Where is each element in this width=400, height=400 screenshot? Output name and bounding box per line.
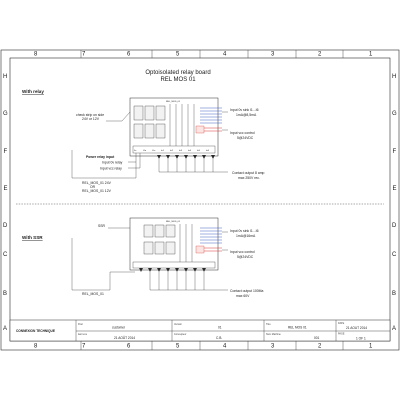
designer-value: C.B.: [216, 336, 223, 340]
terminal-label: Vin: [143, 150, 147, 152]
page-value: 1 OF 1: [356, 336, 366, 341]
column-label: 3: [271, 51, 275, 58]
title-value: REL MOS 01: [288, 325, 307, 330]
row-label: C: [3, 252, 8, 258]
diagram-subtitle: REL MOS 01: [160, 77, 196, 83]
ssr-tag: SSR: [98, 224, 105, 228]
company-name: CONNEXION TECHNIQUE: [16, 329, 55, 333]
sheet-border: [1, 50, 399, 350]
ssr-module: [144, 225, 153, 237]
relay-module: [145, 124, 154, 138]
designer-label: Concepteur: [174, 333, 187, 336]
terminal-label: lo6: [206, 150, 209, 152]
relay-output-wires: [159, 159, 228, 172]
ssr-board-label: REL_MOS_01: [166, 221, 181, 223]
ssr-right-leaders: [222, 232, 228, 250]
relay-terminal-labels: [134, 150, 210, 152]
terminal-label: lo4: [188, 150, 191, 152]
relay-ref-24v: REL_MOS_01 24V: [82, 181, 111, 185]
terminal-label: lo1: [161, 150, 164, 152]
last-rev-label: last revu: [78, 333, 88, 336]
version-label: Version: [174, 323, 182, 326]
page-label: PAGE: [338, 332, 345, 336]
ssr-output-wires: [150, 272, 228, 290]
column-label: 4: [223, 343, 227, 350]
relay-board-label: REL_MOS_01: [166, 101, 181, 103]
column-label: 8: [34, 343, 38, 350]
terminal-label: lo5: [197, 150, 200, 152]
column-label: 1: [369, 51, 373, 58]
column-label: 5: [176, 343, 180, 350]
relay-module: [145, 106, 154, 120]
relay-section-heading: With relay: [22, 89, 44, 94]
column-label: 2: [318, 343, 322, 350]
row-label: H: [3, 74, 8, 80]
row-label: F: [392, 149, 397, 155]
column-label: 8: [34, 51, 38, 58]
ssr-module: [166, 225, 175, 237]
relay-module: [156, 124, 165, 138]
terminal-label: 0v: [134, 150, 137, 152]
title-block: [10, 320, 390, 341]
relay-vcc-label: Input vcc control: [230, 131, 255, 135]
row-label: G: [3, 111, 8, 117]
relay-vcc-value: 5@24VDC: [237, 136, 254, 140]
column-labels-bottom: [34, 344, 373, 350]
version-value: 01: [218, 325, 222, 330]
date-label: DATE: [338, 322, 345, 325]
ssr-section-heading: With SSR: [22, 235, 43, 240]
row-label: A: [392, 326, 397, 332]
ssr-contact-label: Contact output 100Ma: [230, 289, 264, 293]
ssr-sink-value: 1mA@16mA: [236, 234, 256, 238]
machine-label: Num Machine: [266, 333, 281, 336]
power-relay-input-label: Power relay input: [86, 155, 115, 159]
row-label: D: [3, 223, 8, 229]
relay-ref-or: OR: [90, 185, 96, 189]
relay-contact-rating: max 250V rec.: [238, 176, 260, 180]
last-rev-value: 21 AOÛT 2014: [114, 336, 136, 340]
check-strip-voltage: 24V or 12V: [82, 117, 99, 121]
column-dividers: [81, 50, 343, 350]
terminal-label: lo2: [170, 150, 173, 152]
ssr-contact-rating: max 60V: [236, 294, 250, 298]
input-vcc-relay-label: Input vcc relay: [100, 166, 122, 171]
relay-module: [134, 124, 143, 138]
relay-ref-12v: REL_MOS_01 12V: [82, 189, 111, 193]
column-label: 7: [82, 51, 86, 58]
ssr-left-leaders: [72, 228, 135, 290]
row-label: B: [392, 291, 397, 297]
row-label: G: [392, 111, 397, 117]
row-label: H: [392, 74, 397, 80]
ssr-module: [144, 242, 153, 254]
terminal-label: Vcc: [152, 150, 156, 152]
relay-contact-label: Contact output 8 amp: [232, 171, 265, 175]
column-labels-top: [34, 52, 373, 58]
ssr-vcc-value: 5@24VDC: [237, 255, 254, 259]
column-label: 3: [271, 343, 275, 350]
column-label: 5: [176, 51, 180, 58]
input-0v-relay-label: Input 0v relay: [102, 160, 123, 165]
row-labels-left: [3, 74, 8, 332]
column-label: 1: [369, 343, 373, 350]
relay-module: [134, 106, 143, 120]
column-label: 7: [82, 343, 86, 350]
row-label: C: [392, 252, 397, 258]
ssr-module: [155, 225, 164, 237]
terminal-label: lo3: [179, 150, 182, 152]
ssr-board: [130, 218, 228, 290]
for-label: Pour: [78, 323, 84, 326]
relay-module: [156, 106, 165, 120]
relay-board: [130, 98, 228, 172]
ssr-terminal-strip: [133, 262, 215, 268]
relay-sink-value: 1mA@8,5mA: [236, 113, 257, 117]
row-label: D: [392, 223, 397, 229]
date-value: 21 AOUT 2014: [346, 326, 368, 330]
relay-sink-label: Input 0v sink I1...I6: [230, 108, 259, 112]
ssr-sink-label: Input 0v sink I1...I6: [230, 229, 259, 233]
relay-right-leaders: [222, 112, 228, 130]
row-label: A: [3, 326, 8, 332]
ssr-module: [166, 242, 175, 254]
column-label: 6: [127, 51, 131, 58]
row-label: F: [3, 149, 8, 155]
title-label: Titre: [266, 323, 271, 326]
ssr-vcc-label: Input vcc control: [230, 250, 255, 254]
machine-value: 001: [314, 336, 320, 340]
row-labels-right: [392, 74, 397, 332]
diagram-title: Optoisolated relay board: [145, 70, 211, 76]
row-label: E: [3, 186, 8, 192]
column-label: 6: [127, 343, 131, 350]
ssr-module: [155, 242, 164, 254]
check-strip-note: check strip on side: [76, 113, 105, 117]
row-label: E: [392, 186, 397, 192]
column-label: 2: [318, 51, 322, 58]
for-value: customer: [112, 325, 126, 330]
column-label: 4: [223, 51, 227, 58]
row-label: B: [3, 291, 8, 297]
ssr-board-reference: REL_MOS_01: [82, 292, 104, 296]
